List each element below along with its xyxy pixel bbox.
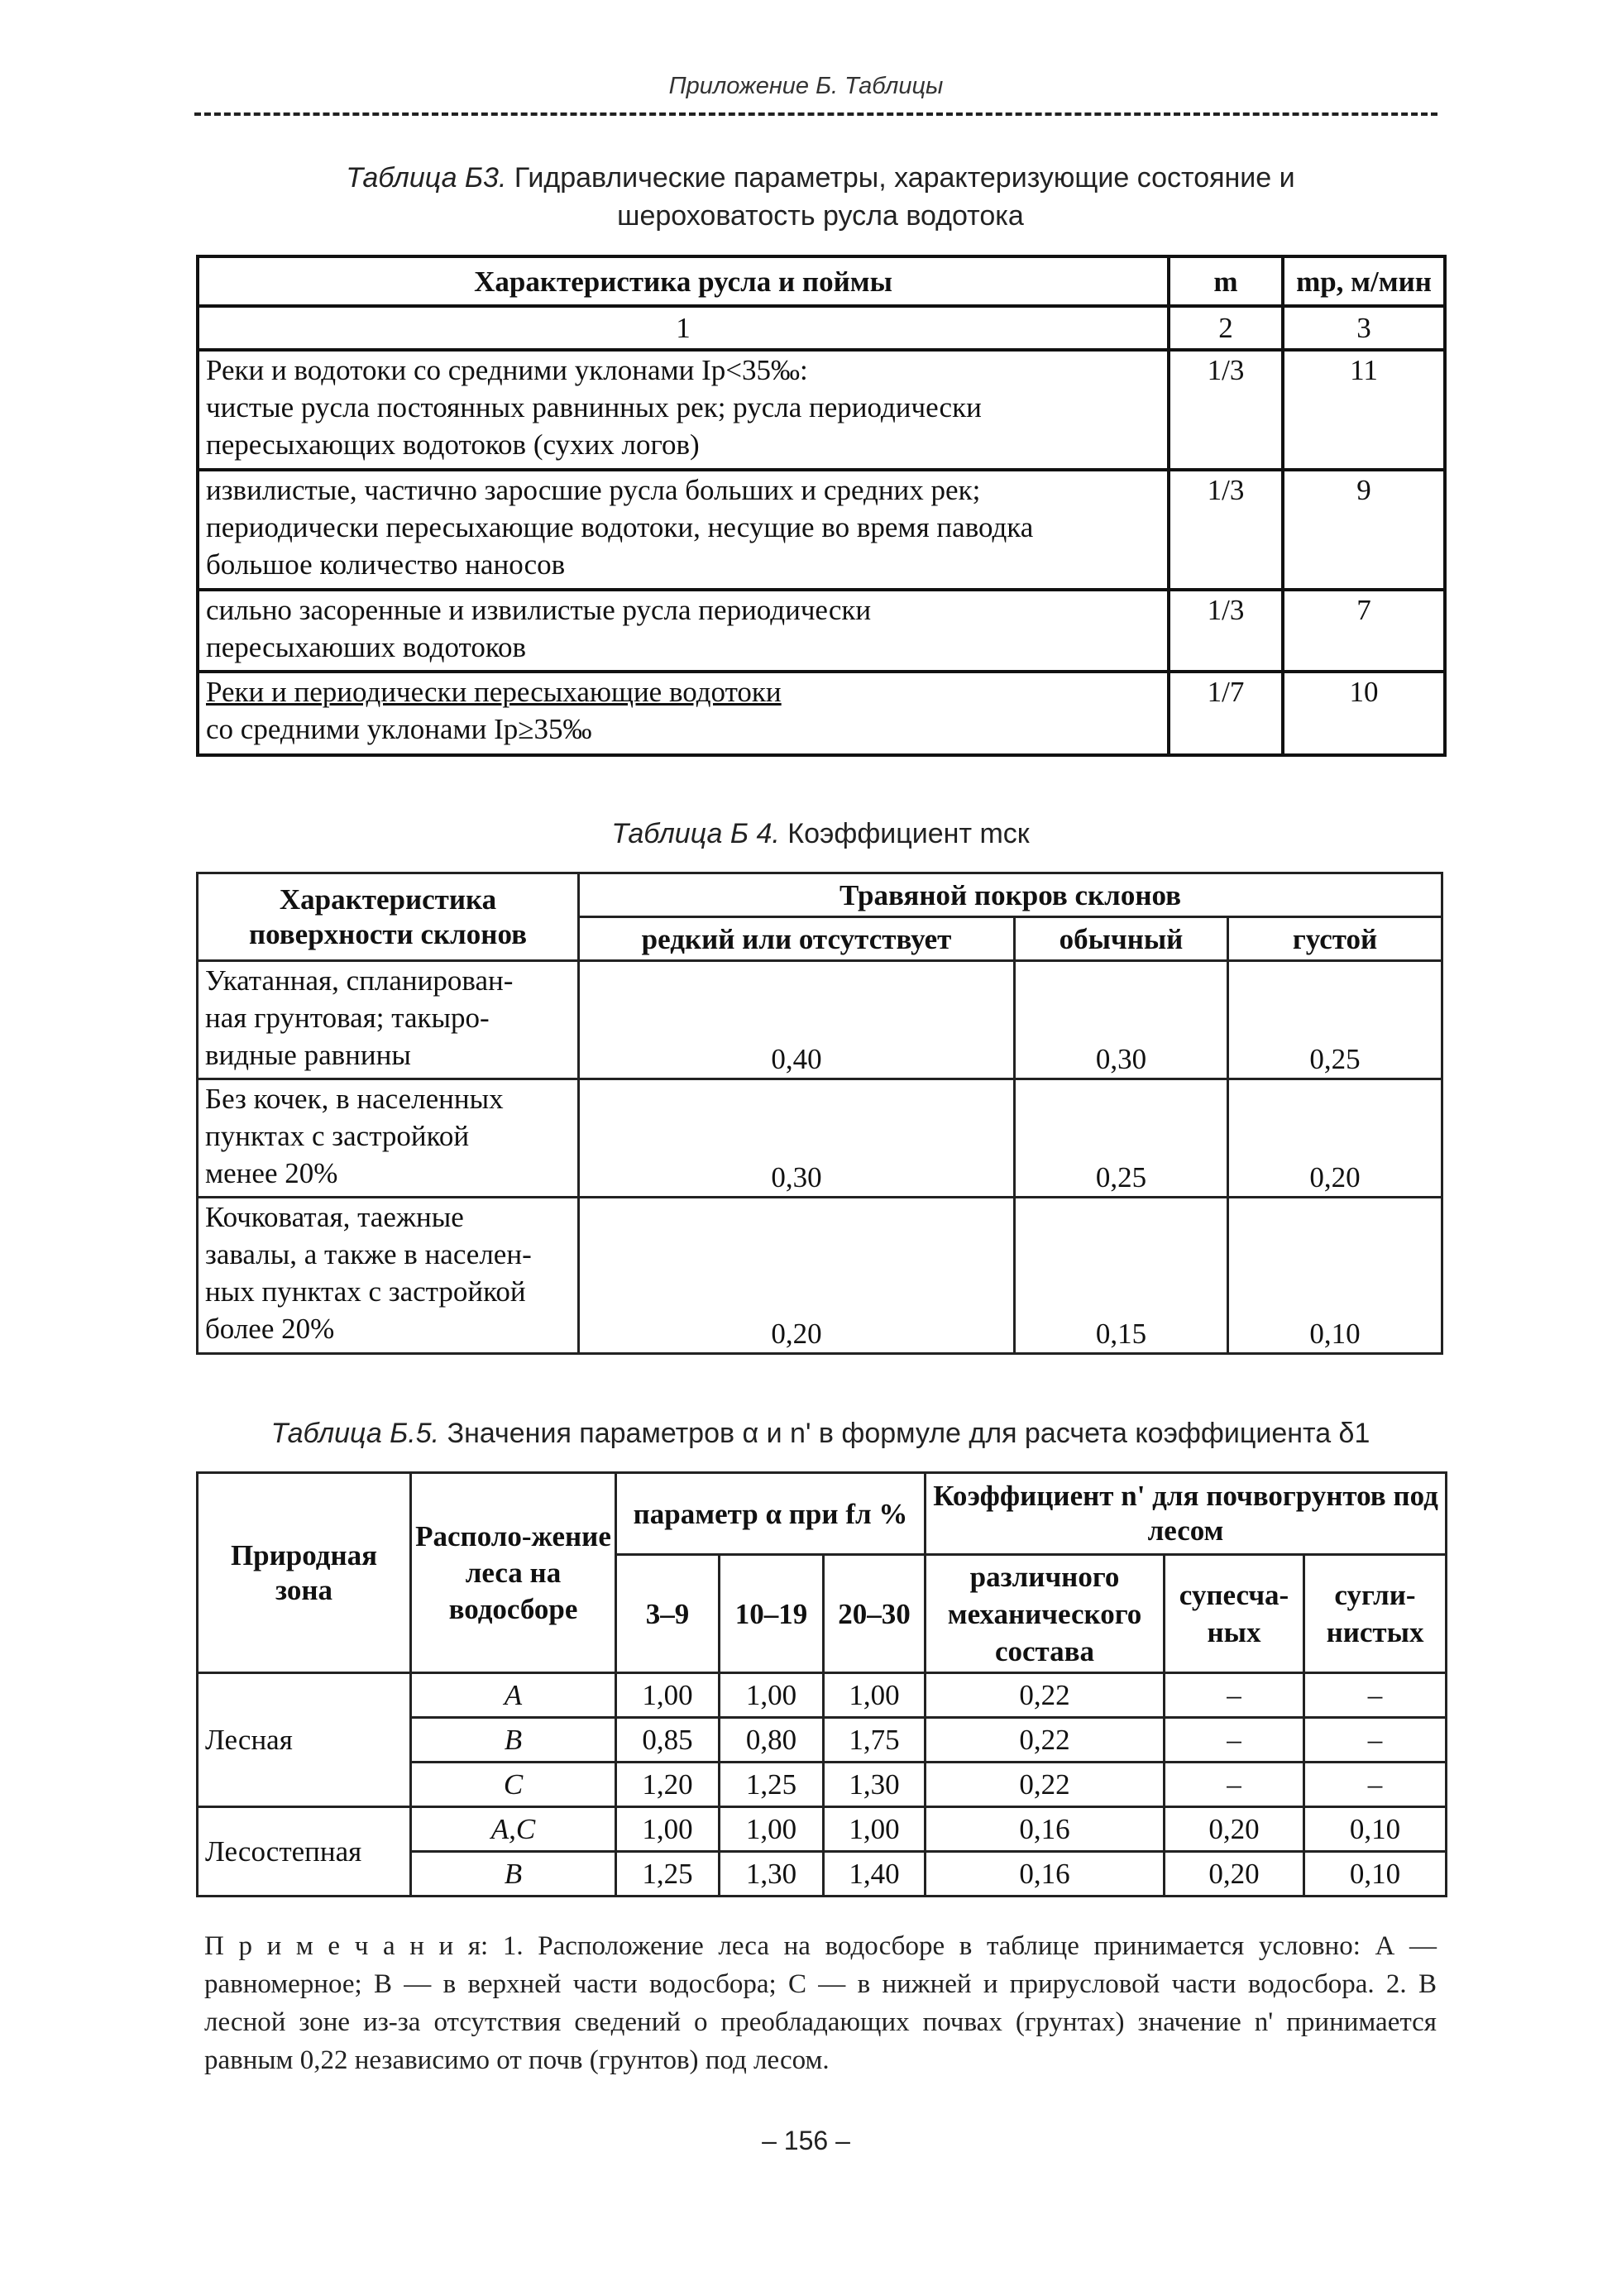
table-row: [198, 470, 1445, 590]
header-location: Располо-жение леса на водосборе: [411, 1473, 616, 1673]
value-cell: –: [1304, 1763, 1447, 1807]
value-cell: 1,00: [720, 1673, 824, 1718]
value-cell: 0,15: [1015, 1198, 1228, 1354]
header-alpha: параметр α при fл %: [616, 1473, 926, 1555]
text-line: со средними уклонами Iр≥35‰: [206, 713, 592, 745]
value-cell: 0,16: [926, 1852, 1165, 1897]
running-header: Приложение Б. Таблицы: [668, 73, 944, 99]
table-row: [198, 1673, 1447, 1718]
row-description: [198, 470, 1169, 590]
coef-col-header: различного механического состава: [926, 1555, 1165, 1673]
coef-col-header: сугли-нистых: [1304, 1555, 1447, 1673]
table-b5-caption: [196, 1414, 1445, 1452]
location-cell: C: [411, 1763, 616, 1807]
caption-text: Гидравлические параметры, характеризующие состояние и: [514, 162, 1295, 194]
column-number: 1: [198, 306, 1169, 350]
caption-text: Значения параметров α и n' в формуле для расчета коэффициента δ1: [447, 1418, 1370, 1449]
text-line: завалы, а также в населен-: [205, 1238, 532, 1270]
value-cell: 0,20: [579, 1198, 1015, 1354]
value-cell: 0,10: [1304, 1807, 1447, 1852]
row-description: [198, 672, 1169, 755]
mp-value: 9: [1283, 470, 1445, 590]
text-line: пересыхающих водотоков (сухих логов): [206, 428, 700, 461]
value-cell: 0,30: [579, 1079, 1015, 1198]
alpha-col-header: 10–19: [720, 1555, 824, 1673]
value-cell: 1,40: [824, 1852, 926, 1897]
text-line: видные равнины: [205, 1039, 411, 1071]
value-cell: 0,10: [1228, 1198, 1442, 1354]
zone-cell: Лесостепная: [198, 1807, 411, 1897]
row-description: [198, 1198, 579, 1354]
table-b5: [196, 1471, 1447, 1897]
value-cell: 1,25: [616, 1852, 720, 1897]
text-line: периодически пересыхающие водотоки, несущие во время паводка: [206, 511, 1034, 543]
value-cell: 1,00: [824, 1807, 926, 1852]
header-cell: m: [1169, 256, 1283, 306]
page-number: – 156 –: [762, 2126, 850, 2155]
table-row: [198, 350, 1445, 470]
coef-col-header: супесча-ных: [1165, 1555, 1304, 1673]
text-line: ная грунтовая; такыро-: [205, 1002, 490, 1034]
value-cell: 0,20: [1165, 1807, 1304, 1852]
header-coefficient: Коэффициент n' для почвогрунтов под лесом: [926, 1473, 1447, 1555]
table-row: [198, 672, 1445, 755]
table-row: [198, 590, 1445, 672]
text-line: Укатанная, спланирован-: [205, 964, 514, 997]
caption-label: Таблица Б.5.: [270, 1418, 440, 1449]
value-cell: 0,20: [1228, 1079, 1442, 1198]
text-line: Реки и периодически пересыхающие водотоки: [206, 676, 782, 708]
text-line: Кочковатая, таежные: [205, 1201, 464, 1233]
text-line: сильно засоренные и извилистые русла периодически: [206, 594, 872, 626]
value-cell: 0,30: [1015, 961, 1228, 1079]
text-line: более 20%: [205, 1313, 335, 1345]
value-cell: 1,75: [824, 1718, 926, 1763]
caption-text: Коэффициент mск: [787, 818, 1030, 849]
value-cell: 0,20: [1165, 1852, 1304, 1897]
value-cell: 1,00: [720, 1807, 824, 1852]
m-value: 1/7: [1169, 672, 1283, 755]
value-cell: 1,20: [616, 1763, 720, 1807]
table-b4: [196, 872, 1443, 1355]
alpha-col-header: 3–9: [616, 1555, 720, 1673]
value-cell: 0,80: [720, 1718, 824, 1763]
subheader-cell: редкий или отсутствует: [579, 917, 1015, 961]
text-line: менее 20%: [205, 1157, 338, 1189]
value-cell: –: [1304, 1673, 1447, 1718]
value-cell: –: [1304, 1718, 1447, 1763]
text-line: Реки и водотоки со средними уклонами Iр<35‰:: [206, 354, 808, 386]
value-cell: 1,30: [720, 1852, 824, 1897]
value-cell: 0,16: [926, 1807, 1165, 1852]
m-value: 1/3: [1169, 470, 1283, 590]
location-cell: A,C: [411, 1807, 616, 1852]
row-description: [198, 1079, 579, 1198]
value-cell: 1,00: [824, 1673, 926, 1718]
value-cell: –: [1165, 1673, 1304, 1718]
value-cell: 0,22: [926, 1763, 1165, 1807]
table-row: [198, 1807, 1447, 1852]
header-cell: Характеристика поверхности склонов: [198, 873, 579, 961]
location-cell: B: [411, 1718, 616, 1763]
text-line: ных пунктах с застройкой: [205, 1275, 526, 1308]
value-cell: 1,30: [824, 1763, 926, 1807]
value-cell: 0,10: [1304, 1852, 1447, 1897]
column-number: 2: [1169, 306, 1283, 350]
m-value: 1/3: [1169, 590, 1283, 672]
alpha-col-header: 20–30: [824, 1555, 926, 1673]
row-description: [198, 350, 1169, 470]
table-b4-caption: [196, 815, 1445, 853]
location-cell: B: [411, 1852, 616, 1897]
mp-value: 7: [1283, 590, 1445, 672]
header-divider: [194, 112, 1437, 116]
header-group: Травяной покров склонов: [579, 873, 1442, 917]
table-b3: [196, 255, 1447, 757]
value-cell: 0,40: [579, 961, 1015, 1079]
subheader-cell: густой: [1228, 917, 1442, 961]
table-b3-caption: [196, 159, 1445, 235]
row-description: [198, 961, 579, 1079]
m-value: 1/3: [1169, 350, 1283, 470]
value-cell: 0,85: [616, 1718, 720, 1763]
column-number: 3: [1283, 306, 1445, 350]
notes-label: П р и м е ч а н и я:: [204, 1931, 489, 1961]
value-cell: 0,22: [926, 1673, 1165, 1718]
table-row: [198, 1079, 1442, 1198]
value-cell: –: [1165, 1718, 1304, 1763]
value-cell: 0,22: [926, 1718, 1165, 1763]
text-line: пунктах с застройкой: [205, 1120, 470, 1152]
header-zone: Природная зона: [198, 1473, 411, 1673]
caption-label: Таблица Б 4.: [611, 818, 780, 849]
value-cell: 1,25: [720, 1763, 824, 1807]
value-cell: –: [1165, 1763, 1304, 1807]
value-cell: 1,00: [616, 1807, 720, 1852]
table-row: [198, 1198, 1442, 1354]
text-line: Без кочек, в населенных: [205, 1083, 504, 1115]
text-line: извилистые, частично заросшие русла больших и средних рек;: [206, 474, 981, 506]
table-notes: [204, 1927, 1437, 2079]
row-description: [198, 590, 1169, 672]
mp-value: 10: [1283, 672, 1445, 755]
zone-cell: Лесная: [198, 1673, 411, 1807]
table-row: [198, 961, 1442, 1079]
mp-value: 11: [1283, 350, 1445, 470]
caption-label: Таблица Б3.: [346, 162, 507, 194]
value-cell: 1,00: [616, 1673, 720, 1718]
text-line: большое количество наносов: [206, 548, 566, 581]
value-cell: 0,25: [1015, 1079, 1228, 1198]
value-cell: 0,25: [1228, 961, 1442, 1079]
notes-text: 1. Расположение леса на водосборе в таблице принимается условно: А — равномерное; В — в верхней части водосбора; С — в нижней и прирусловой части водосбора. 2. В лесной зоне из-за отсутствия сведений о преобладающих почвах (грунтах) значение n' принимается равным 0,22 независимо от почв (грунтов) под лесом.: [204, 1931, 1437, 2075]
header-cell: Характеристика русла и поймы: [198, 256, 1169, 306]
header-cell: mр, м/мин: [1283, 256, 1445, 306]
location-cell: A: [411, 1673, 616, 1718]
text-line: чистые русла постоянных равнинных рек; русла периодически: [206, 391, 982, 423]
caption-text: шероховатость русла водотока: [617, 200, 1024, 232]
subheader-cell: обычный: [1015, 917, 1228, 961]
text-line: пересыхаюших водотоков: [206, 631, 527, 663]
